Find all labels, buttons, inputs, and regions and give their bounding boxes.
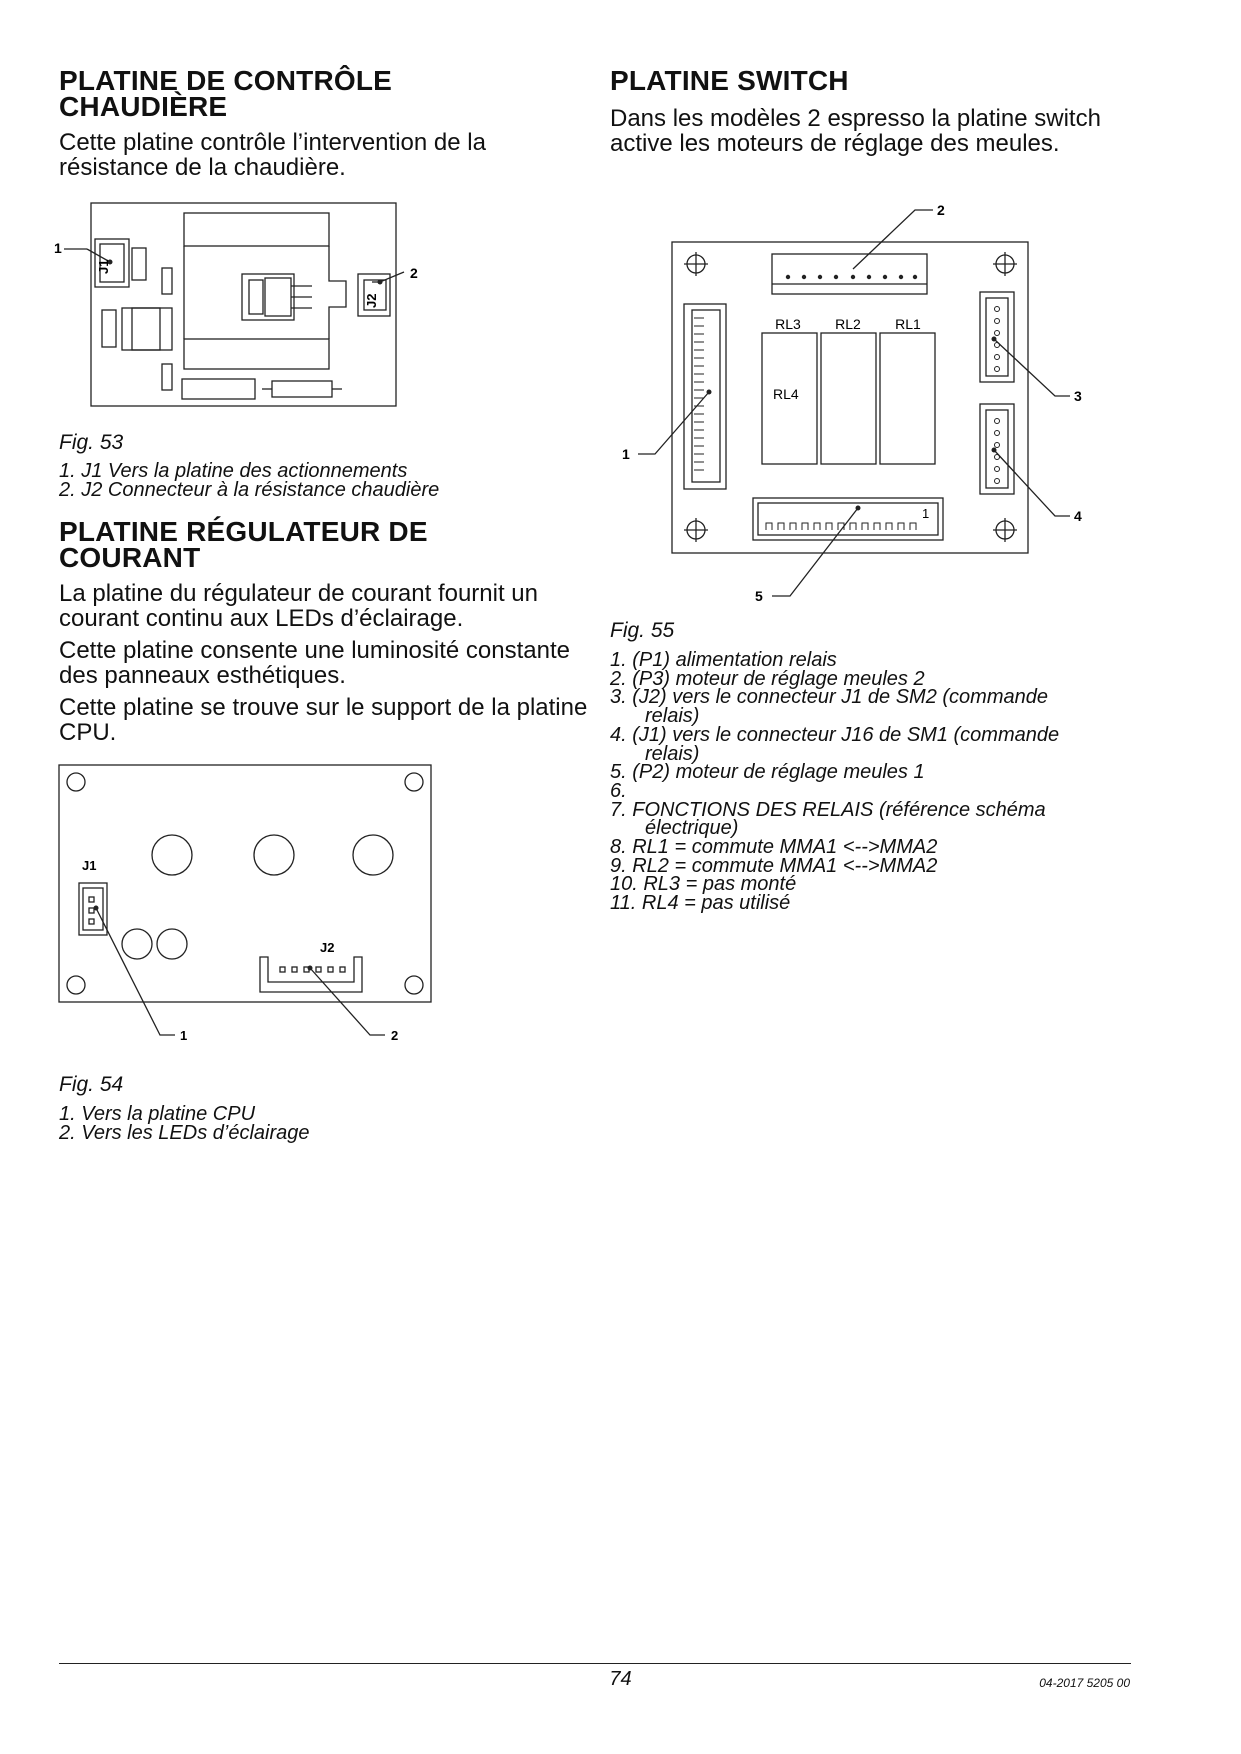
p2-pin1-label: 1 <box>922 506 930 521</box>
fig53-j2-label: J2 <box>364 293 379 308</box>
legend-item: 4. (J1) vers le connecteur J16 de SM1 (commande <box>610 723 1060 746</box>
section-paragraph: Cette platine contrôle l’intervention de la résistance de la chaudière. <box>59 129 486 181</box>
fig53-callout-1: 1 <box>54 240 62 256</box>
fig54-callout-1: 1 <box>180 1028 188 1043</box>
fig55-callout-1: 1 <box>622 446 630 462</box>
section-title-line2: COURANT <box>59 542 201 573</box>
document-reference: 04-2017 5205 00 <box>1039 1676 1130 1690</box>
fig55-legend <box>610 651 1170 913</box>
section-title-line1: PLATINE DE CONTRÔLE <box>59 65 393 96</box>
legend-item: 1. J1 Vers la platine des actionnements <box>59 460 408 482</box>
fig53-callout-2: 2 <box>410 265 418 281</box>
fig55-callout-5: 5 <box>755 588 763 604</box>
fig53-j1-label: J1 <box>96 259 111 274</box>
section-platine-regulateur <box>59 516 589 746</box>
legend-item: 9. RL2 = commute MMA1 <-->MMA2 <box>610 854 938 877</box>
fig53-caption-block <box>59 432 579 499</box>
page-number: 74 <box>609 1668 632 1690</box>
relay-rl1-label: RL1 <box>895 316 921 332</box>
legend-item: 1. (P1) alimentation relais <box>610 649 837 671</box>
legend-item: 11. RL4 = pas utilisé <box>610 892 791 915</box>
relay-rl4-label: RL4 <box>773 386 799 402</box>
fig55-caption: Fig. 55 <box>610 619 675 642</box>
section-title-line2: CHAUDIÈRE <box>59 91 228 122</box>
footer-divider <box>59 1663 1131 1664</box>
fig54-board-diagram <box>50 760 410 1050</box>
fig55-callout-4: 4 <box>1074 508 1082 524</box>
section-paragraph-2: Cette platine consente une luminosité constante des panneaux esthétiques. <box>59 637 570 689</box>
fig54-j2-label: J2 <box>320 940 335 955</box>
legend-item-continuation: relais) <box>645 742 700 765</box>
legend-item: 5. (P2) moteur de réglage meules 1 <box>610 761 925 784</box>
legend-item-continuation: électrique) <box>645 817 739 840</box>
legend-item: 2. (P3) moteur de réglage meules 2 <box>610 667 925 690</box>
fig53-board-diagram <box>50 196 418 416</box>
section-platine-switch <box>610 65 1130 157</box>
fig55-callout-3: 3 <box>1074 388 1082 404</box>
section-paragraph-1: La platine du régulateur de courant fournit un courant continu aux LEDs d’éclairage. <box>59 580 539 632</box>
legend-item: 2. Vers les LEDs d’éclairage <box>59 1121 310 1144</box>
relay-rl3-label: RL3 <box>775 316 801 332</box>
fig54-callout-2: 2 <box>391 1028 399 1043</box>
fig53-caption: Fig. 53 <box>59 431 124 454</box>
section-platine-controle-chaudiere <box>59 65 579 181</box>
fig54-caption-block <box>59 1074 579 1142</box>
section-title-line1: PLATINE RÉGULATEUR DE <box>59 516 428 547</box>
legend-item: 8. RL1 = commute MMA1 <-->MMA2 <box>610 836 938 859</box>
legend-item: 6. <box>610 779 627 802</box>
fig54-caption: Fig. 54 <box>59 1073 124 1096</box>
legend-item: 10. RL3 = pas monté <box>610 873 797 896</box>
fig55-board-diagram <box>600 196 1120 606</box>
section-title: PLATINE SWITCH <box>610 65 849 96</box>
fig53-legend <box>59 462 579 499</box>
legend-item: 3. (J2) vers le connecteur J1 de SM2 (commande <box>610 686 1048 709</box>
legend-item: 2. J2 Connecteur à la résistance chaudière <box>59 478 440 501</box>
legend-item-continuation: relais) <box>645 705 700 728</box>
fig55-callout-2: 2 <box>937 202 945 218</box>
relay-rl2-label: RL2 <box>835 316 861 332</box>
fig54-j1-label: J1 <box>82 858 97 873</box>
legend-item: 7. FONCTIONS DES RELAIS (référence schéma <box>610 798 1046 821</box>
section-paragraph-3: Cette platine se trouve sur le support de la platine CPU. <box>59 694 588 746</box>
fig55-caption-block <box>610 620 1170 913</box>
section-paragraph: Dans les modèles 2 espresso la platine switch active les moteurs de réglage des meules. <box>610 105 1101 157</box>
legend-item: 1. Vers la platine CPU <box>59 1103 256 1125</box>
fig54-legend <box>59 1105 579 1142</box>
